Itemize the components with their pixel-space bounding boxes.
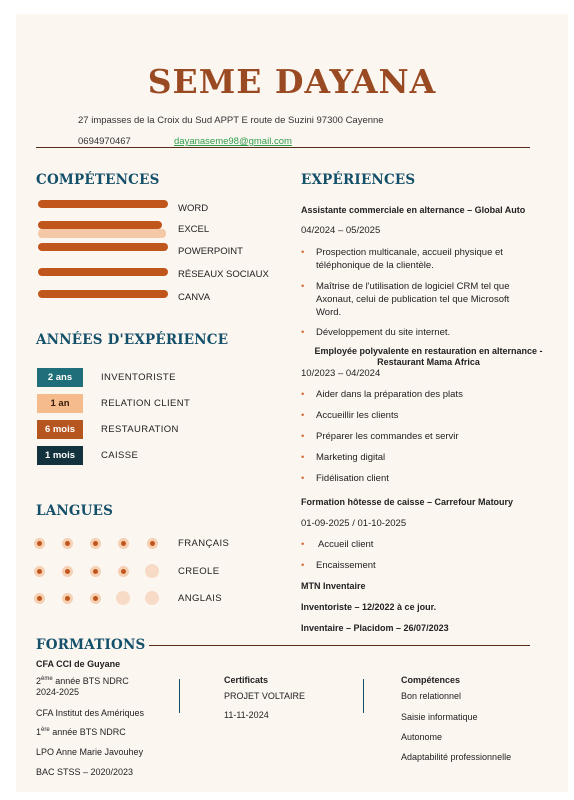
job2-bullet-5: • Fidélisation client xyxy=(301,473,389,484)
language-level-dot-core xyxy=(121,541,126,546)
skill-label-canva: CANVA xyxy=(178,292,211,303)
language-level-dot-filled xyxy=(62,566,73,577)
section-title-experiences: EXPÉRIENCES xyxy=(301,172,416,188)
language-level-dot-core xyxy=(37,541,42,546)
skill-bar-excel xyxy=(38,221,162,229)
language-level-dot-filled xyxy=(90,538,101,549)
job3-dates: 01-09-2025 / 01-10-2025 xyxy=(301,518,407,529)
formation-school-2: CFA Institut des Amériques xyxy=(36,708,145,718)
skill-label-reseaux: RÉSEAUX SOCIAUX xyxy=(178,269,269,280)
skill-bar-reseaux xyxy=(38,268,168,276)
years-badge-caisse: 1 mois xyxy=(37,446,83,465)
language-level-dot-filled xyxy=(118,538,129,549)
job2-bullet-3: • Préparer les commandes et servir xyxy=(301,431,459,442)
section-title-langues: LANGUES xyxy=(36,503,114,519)
job2-dates: 10/2023 – 04/2024 xyxy=(301,368,381,379)
job1-dates: 04/2024 – 05/2025 xyxy=(301,225,381,236)
job2-title: Employée polyvalente en restauration en alternance - Restaurant Mama Africa xyxy=(314,346,543,367)
skill-bar-powerpoint xyxy=(38,243,168,251)
language-level-dot-filled xyxy=(118,566,129,577)
formations-separator-2 xyxy=(363,679,364,713)
language-label-francais: FRANÇAIS xyxy=(178,538,230,549)
language-level-dot-core xyxy=(37,596,42,601)
job2-bullet-1: • Aider dans la préparation des plats xyxy=(301,389,463,400)
mtn-title: MTN Inventaire xyxy=(301,581,366,591)
job1-bullet-1: • Prospection multicanale, accueil physique et téléphonique de la clientèle. xyxy=(301,247,503,271)
formation-years-1: 2024-2025 xyxy=(36,687,80,697)
candidate-name: SEME DAYANA xyxy=(147,62,437,101)
job1-bullet-3: • Développement du site internet. xyxy=(301,327,451,338)
language-level-dot-empty xyxy=(145,564,159,578)
email-link[interactable]: dayanaseme98@gmail.com xyxy=(174,136,292,147)
years-label-caisse: CAISSE xyxy=(101,450,139,461)
language-level-dot-core xyxy=(93,541,98,546)
skill-label-excel: EXCEL xyxy=(178,224,210,235)
formation-school-3: LPO Anne Marie Javouhey xyxy=(36,747,144,757)
skill-label-powerpoint: POWERPOINT xyxy=(178,246,243,257)
address-text: 27 impasses de la Croix du Sud APPT E route de Suzini 97300 Cayenne xyxy=(78,115,384,126)
years-label-relation: RELATION CLIENT xyxy=(101,398,191,409)
job3-bullet-2: • Encaissement xyxy=(301,560,376,571)
section-title-formations: FORMATIONS xyxy=(36,637,146,653)
formations-separator-1 xyxy=(179,679,180,713)
years-label-restauration: RESTAURATION xyxy=(101,424,179,435)
language-level-dot-filled xyxy=(34,593,45,604)
years-badge-restauration: 6 mois xyxy=(37,420,83,439)
language-level-dot-filled xyxy=(34,538,45,549)
formation-school-1: CFA CCI de Guyane xyxy=(36,659,121,669)
job3-bullet-1: • Accueil client xyxy=(301,539,374,550)
years-badge-inventoriste: 2 ans xyxy=(37,368,83,387)
competences-footer-title: Compétences xyxy=(401,675,461,685)
language-level-dot-filled xyxy=(34,566,45,577)
formation-line-1: 2ème année BTS NDRC xyxy=(36,676,129,686)
job3-title: Formation hôtesse de caisse – Carrefour Matoury xyxy=(301,497,514,507)
language-level-dot-core xyxy=(150,541,155,546)
language-level-dot-empty xyxy=(116,591,130,605)
formation-line-3: BAC STSS – 2020/2023 xyxy=(36,767,134,777)
competence-footer-4: Adaptabilité professionnelle xyxy=(401,752,512,762)
job1-bullet-2: • Maîtrise de l'utilisation de logiciel CRM tel que Axonaut, celui de publication tel que Microsoft Word. xyxy=(301,281,510,318)
years-badge-relation: 1 an xyxy=(37,394,83,413)
language-level-dot-core xyxy=(37,569,42,574)
skill-bar-canva xyxy=(38,290,168,298)
language-level-dot-filled xyxy=(62,593,73,604)
language-level-dot-core xyxy=(121,569,126,574)
phone-text: 0694970467 xyxy=(78,136,131,147)
language-label-creole: CREOLE xyxy=(178,566,220,577)
language-level-dot-filled xyxy=(90,566,101,577)
language-level-dot-filled xyxy=(147,538,158,549)
competence-footer-3: Autonome xyxy=(401,732,443,742)
language-level-dot-empty xyxy=(145,591,159,605)
formations-divider xyxy=(149,645,530,646)
language-level-dot-core xyxy=(65,541,70,546)
language-level-dot-core xyxy=(65,569,70,574)
job2-bullet-2: • Accueillir les clients xyxy=(301,410,399,421)
language-level-dot-core xyxy=(93,569,98,574)
language-level-dot-core xyxy=(93,596,98,601)
competence-footer-1: Bon relationnel xyxy=(401,691,462,701)
section-title-annees: ANNÉES D'EXPÉRIENCE xyxy=(36,332,229,348)
skill-bar-excel-light xyxy=(38,229,166,238)
years-label-inventoriste: INVENTORISTE xyxy=(101,372,176,383)
header-divider xyxy=(36,147,530,148)
language-level-dot-filled xyxy=(90,593,101,604)
skill-bar-word xyxy=(38,200,168,208)
skill-label-word: WORD xyxy=(178,203,209,214)
inventoriste-line: Inventoriste – 12/2022 à ce jour. xyxy=(301,602,437,612)
competence-footer-2: Saisie informatique xyxy=(401,712,478,722)
certificat-date: 11-11-2024 xyxy=(224,710,269,720)
language-level-dot-filled xyxy=(62,538,73,549)
language-label-anglais: ANGLAIS xyxy=(178,593,222,604)
job1-title: Assistante commerciale en alternance – Global Auto xyxy=(301,205,526,215)
certificat-item: PROJET VOLTAIRE xyxy=(224,691,306,701)
cv-page xyxy=(16,14,568,792)
section-title-competences: COMPÉTENCES xyxy=(36,172,160,188)
certificats-title: Certificats xyxy=(224,675,269,685)
placidom-line: Inventaire – Placidom – 26/07/2023 xyxy=(301,623,449,633)
language-level-dot-core xyxy=(65,596,70,601)
formation-line-2: 1ère année BTS NDRC xyxy=(36,727,126,737)
job2-bullet-4: • Marketing digital xyxy=(301,452,386,463)
